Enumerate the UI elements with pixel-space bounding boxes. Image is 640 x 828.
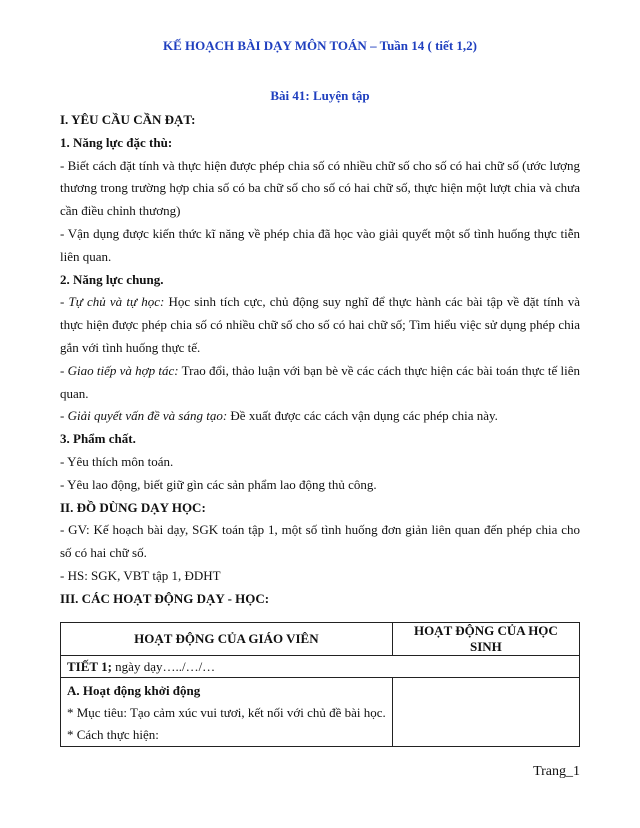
table-row: [61, 678, 580, 747]
lesson-title: Bài 41: Luyện tập: [270, 88, 370, 103]
warmup-method: * Cách thực hiện:: [67, 727, 159, 742]
subsection-heading-general-competence: 2. Năng lực chung.: [60, 271, 164, 287]
period-row: [61, 656, 580, 678]
page-number: Trang_1: [533, 764, 580, 779]
activities-table: [60, 622, 580, 747]
table-header-row: [61, 623, 580, 656]
section-heading-materials: II. ĐỒ DÙNG DẠY HỌC:: [60, 499, 206, 515]
period-label: TIẾT 1;: [67, 658, 112, 674]
text-communication: Trao đổi, thảo luận với bạn bè về các cách thực hiện các bài toán thực tế liên quan.: [60, 362, 581, 401]
paragraph-materials-teacher: - GV: Kế hoạch bài dạy, SGK toán tập 1, một số tình huống đơn giản liên quan đến phép chia cho số có hai chữ số.: [60, 522, 580, 561]
subsection-heading-specific-competence: 1. Năng lực đặc thù:: [60, 134, 173, 150]
subsection-heading-qualities: 3. Phẩm chất.: [60, 431, 136, 447]
document-title: KẾ HOẠCH BÀI DẠY MÔN TOÁN – Tuần 14 ( tiết 1,2): [163, 38, 477, 53]
paragraph-qualities-1: - Yêu thích môn toán.: [60, 453, 174, 469]
label-problem-solving: - Giải quyết vấn đề và sáng tạo:: [60, 408, 228, 424]
header-student-activities: HOẠT ĐỘNG CỦA HỌC SINH: [392, 623, 579, 656]
label-self-study: - Tự chủ và tự học:: [60, 294, 165, 310]
paragraph-materials-student: - HS: SGK, VBT tập 1, ĐDHT: [60, 567, 221, 583]
warmup-heading: A. Hoạt động khởi động: [67, 683, 201, 698]
section-heading-activities: III. CÁC HOẠT ĐỘNG DẠY - HỌC:: [60, 590, 270, 606]
section-heading-requirements: I. YÊU CẦU CẦN ĐẠT:: [60, 112, 196, 127]
document-body: [60, 109, 580, 611]
paragraph-general-1: [60, 291, 580, 359]
paragraph-specific-2: - Vận dụng được kiến thức kĩ năng về phép chia đã học vào giải quyết một số tình huống thực tiễn liên quan.: [60, 225, 580, 264]
text-problem-solving: Đề xuất được các cách vận dụng các phép chia này.: [227, 408, 498, 424]
paragraph-general-2: [60, 360, 580, 406]
paragraph-general-3: [60, 405, 580, 428]
label-communication: - Giao tiếp và hợp tác:: [60, 362, 179, 378]
header-teacher-activities: HOẠT ĐỘNG CỦA GIÁO VIÊN: [61, 623, 393, 656]
paragraph-specific-1: - Biết cách đặt tính và thực hiện được phép chia số có nhiều chữ số cho số có hai chữ số (ước lượng thương trong trường hợp chia số có ba chữ số cho số có hai chữ số, thực hiện một lượt chia và chưa cần điều chỉnh thương): [60, 157, 580, 219]
warmup-cell: [61, 678, 393, 747]
warmup-student-cell: [392, 678, 579, 747]
text-self-study: Học sinh tích cực, chủ động suy nghĩ để thực hành các bài tập về đặt tính và thực hiện được phép chia số có nhiều chữ số cho số có hai chữ số; Tìm hiểu việc sử dụng phép chia gắn với tình huống thực tế.: [60, 294, 580, 355]
table-row: [61, 656, 580, 678]
warmup-objective: * Mục tiêu: Tạo cảm xúc vui tươi, kết nối với chủ đề bài học.: [67, 705, 386, 720]
period-date: ngày dạy…../…/…: [111, 658, 216, 674]
paragraph-qualities-2: - Yêu lao động, biết giữ gìn các sản phẩm lao động thủ công.: [60, 476, 377, 492]
